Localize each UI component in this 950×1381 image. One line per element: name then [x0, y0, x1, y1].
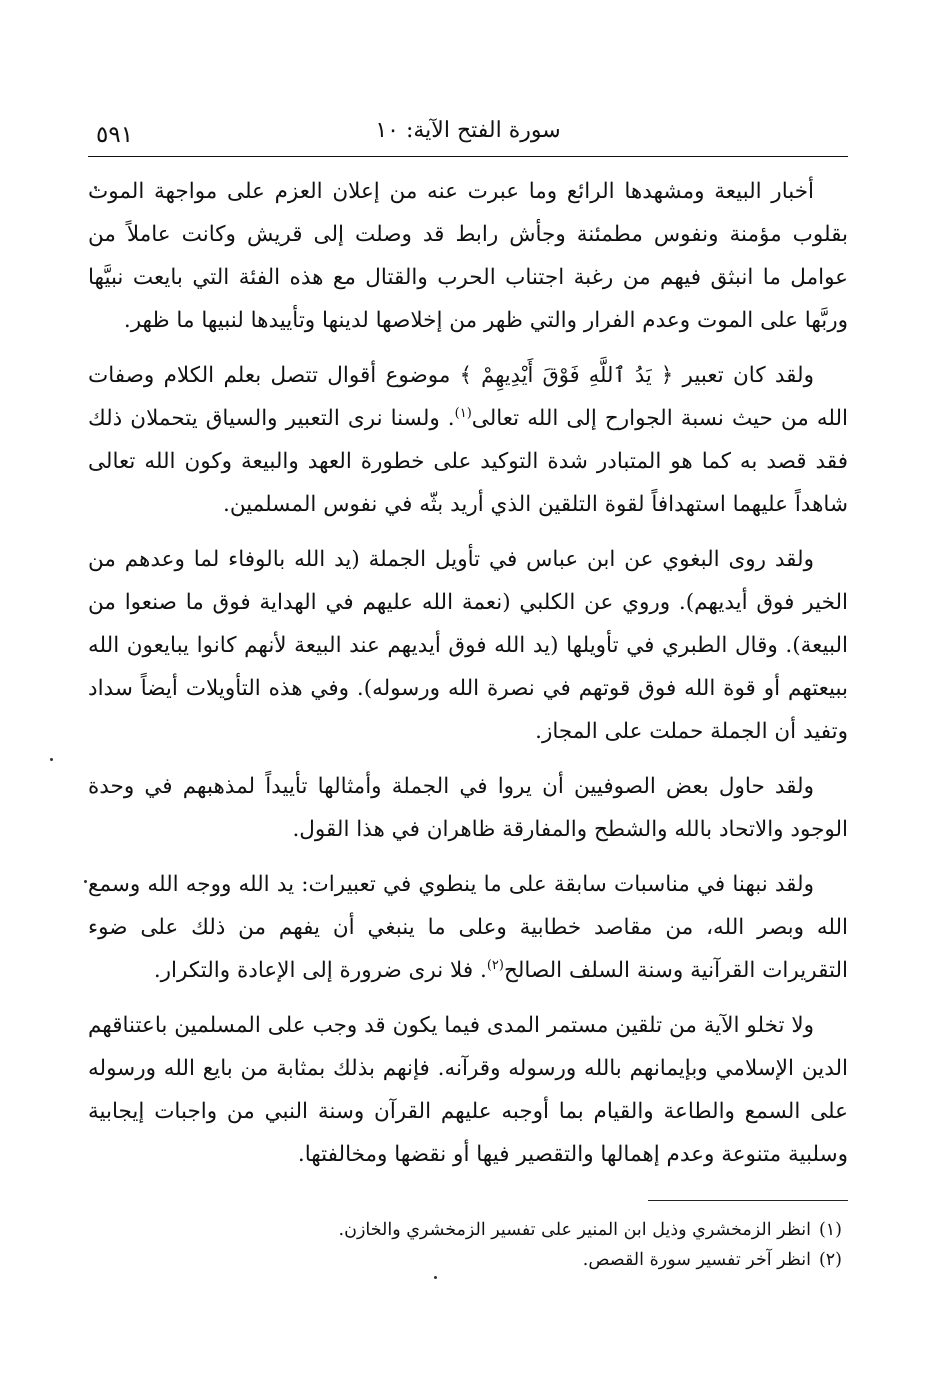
paragraph: ولقد حاول بعض الصوفيين أن يروا في الجملة وأمثالها تأييداً لمذهبهم في وحدة الوجود والاتحاد بالله والشطح والمفارقة ظاهران في هذا القول. — [88, 774, 848, 842]
paragraph-text: ولقد نبهنا في مناسبات سابقة على ما ينطوي في تعبيرات: يد الله ووجه الله وسمع الله وبصر الله، من مقاصد خطابية وعلى ما ينبغي أن يفهم من ذلك على ضوء التقريرات القرآنية وسنة السلف الصالح — [88, 872, 848, 983]
footnote-text: انظر آخر تفسير سورة القصص. — [582, 1250, 811, 1270]
running-header — [88, 112, 848, 152]
paragraph-text: موضوع أقوال تتصل بعلم الكلام وصفات الله من حيث نسبة الجوارح إلى الله تعالى — [88, 363, 848, 431]
scan-speck — [50, 758, 53, 761]
paragraph — [88, 354, 848, 526]
footnote-reference: (١) — [454, 405, 472, 421]
footnote — [88, 1245, 848, 1275]
paragraph: ولا تخلو الآية من تلقين مستمر المدى فيما يكون قد وجب على المسلمين باعتناقهم الدين الإسلامي وبإيمانهم بالله ورسوله وقرآنه. فإنهم بذلك بمثابة من بايع الله ورسوله على السمع والطاعة والقيام بما أوجبه عليهم القرآن وسنة النبي من واجبات إيجابية وسلبية متنوعة وعدم إهمالها والتقصير فيها أو نقضها ومخالفتها. — [88, 1013, 848, 1167]
paragraph: ولقد روى البغوي عن ابن عباس في تأويل الجملة (يد الله بالوفاء لما وعدهم من الخير فوق أيديهم). وروي عن الكلبي (نعمة الله عليهم في الهداية فوق ما صنعوا من البيعة). وقال الطبري في تأويلها (يد الله فوق أيديهم عند البيعة لأنهم كانوا يبايعون الله ببيعتهم أو قوة الله فوق قوتهم في نصرة الله ورسوله). وفي هذه التأويلات أيضاً سداد وتفيد أن الجملة حملت على المجاز. — [88, 547, 848, 744]
book-page — [88, 112, 848, 1275]
footnotes — [88, 1215, 848, 1275]
footnote-rule — [648, 1200, 848, 1201]
running-title: سورة الفتح الآية: ١٠ — [375, 118, 561, 143]
paragraph-text: . فلا نرى ضرورة إلى الإعادة والتكرار. — [153, 958, 487, 983]
footnote-reference: (٢) — [486, 957, 504, 973]
scan-speck — [84, 880, 87, 883]
scan-speck — [434, 1276, 437, 1279]
paragraph: أخبار البيعة ومشهدها الرائع وما عبرت عنه من إعلان العزم على مواجهة الموت بقلوب مؤمنة ونفوس مطمئنة وجأش رابط قد وصلت إلى قريش وكانت عاملاً من عوامل ما انبثق فيهم من رغبة اجتناب الحرب والقتال مع هذه الفئة التي بايعت نبيَّها وربَّها على الموت وعدم الفرار والتي ظهر من إخلاصها لدينها وتأييدها لنبيها ما ظهر. — [88, 179, 848, 333]
quranic-quote: ﴿ يَدُ ٱللَّهِ فَوْقَ أَيْدِيهِمْ ﴾ — [459, 363, 674, 387]
paragraph-text: . ولسنا نرى التعبير والسياق يتحملان ذلك فقد قصد به كما هو المتبادر شدة التوكيد على خطورة العهد والبيعة وكون الله تعالى شاهداً عليهما استهدافاً لقوة التلقين الذي أريد بثّه في نفوس المسلمين. — [88, 406, 848, 517]
footnote-text: انظر الزمخشري وذيل ابن المنير على تفسير الزمخشري والخازن. — [338, 1220, 811, 1240]
footnote — [88, 1215, 848, 1245]
paragraph — [88, 863, 848, 992]
footnote-mark: (٢) — [818, 1250, 842, 1270]
header-rule — [88, 156, 848, 157]
main-text — [88, 170, 848, 1176]
paragraph-text: ولقد كان تعبير — [682, 363, 814, 388]
footnote-mark: (١) — [818, 1220, 842, 1240]
page-number: ٥٩١ — [96, 122, 134, 148]
